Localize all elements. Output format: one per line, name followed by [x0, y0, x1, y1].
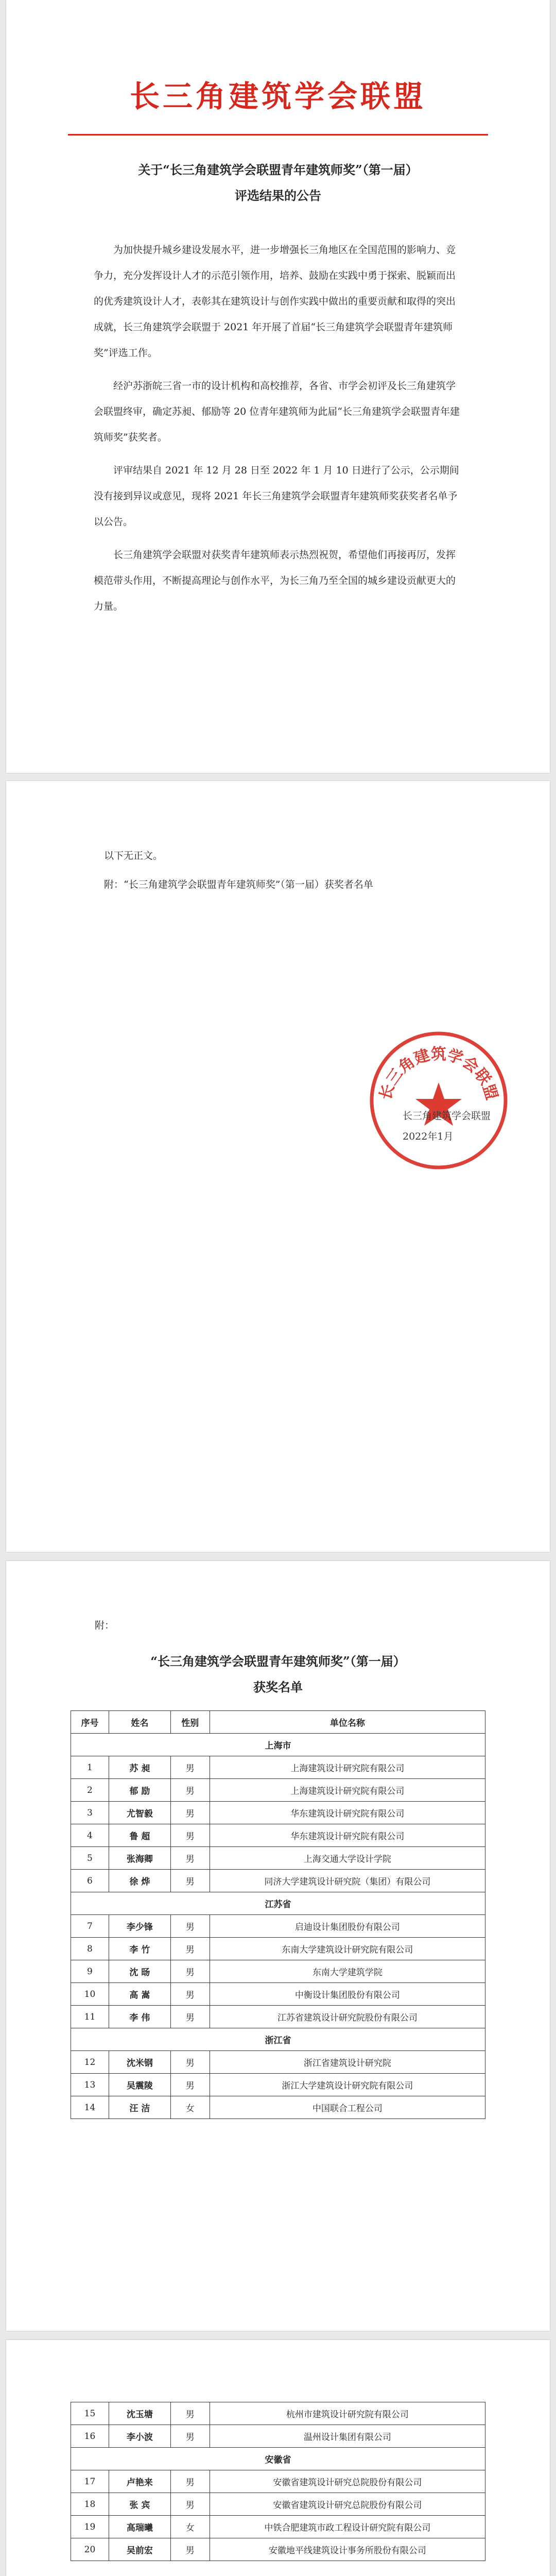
cell-unit: 中衡设计集团股份有限公司 — [210, 1983, 485, 2006]
region-row — [71, 1892, 485, 1915]
cell-gender: 男 — [170, 2074, 210, 2096]
signature-date: 2022年1月 — [403, 1131, 454, 1142]
cell-name: 李小波 — [109, 2425, 170, 2448]
cell-unit: 同济大学建筑设计研究院（集团）有限公司 — [210, 1870, 485, 1892]
cell-gender: 女 — [170, 2096, 210, 2119]
cell-no: 12 — [71, 2051, 109, 2074]
cell-no: 2 — [71, 1779, 109, 1802]
table-row — [71, 1983, 485, 2006]
cell-gender: 男 — [170, 2493, 210, 2516]
signature-org: 长三角建筑学会联盟 — [403, 1110, 491, 1122]
cell-name: 苏 昶 — [109, 1756, 170, 1779]
header-no: 序号 — [71, 1711, 109, 1734]
cell-gender: 男 — [170, 1915, 210, 1938]
cell-unit: 杭州市建筑设计研究院有限公司 — [210, 2402, 485, 2425]
cell-unit: 上海交通大学设计学院 — [210, 1847, 485, 1870]
table-header-row — [71, 1711, 485, 1734]
cell-name: 沈玉塘 — [109, 2402, 170, 2425]
table-row — [71, 1870, 485, 1892]
notice-paragraph: 经沪苏浙皖三省一市的设计机构和高校推荐，各省、市学会初评及长三角建筑学会联盟终审，确定苏昶、郁励等 20 位青年建筑师为此届“长三角建筑学会联盟青年建筑师奖”获奖者。 — [94, 380, 460, 443]
cell-unit: 上海建筑设计研究院有限公司 — [210, 1756, 485, 1779]
cell-no: 1 — [71, 1756, 109, 1779]
cell-name: 张海卿 — [109, 1847, 170, 1870]
table-row — [71, 2538, 485, 2561]
cell-no: 20 — [71, 2538, 109, 2561]
annex-label: 附： — [95, 1620, 115, 1631]
cell-no: 5 — [71, 1847, 109, 1870]
cell-unit: 温州设计集团有限公司 — [210, 2425, 485, 2448]
cell-name: 李 竹 — [109, 1938, 170, 1960]
cell-name: 张 宾 — [109, 2493, 170, 2516]
table-row — [71, 2402, 485, 2425]
cell-gender: 男 — [170, 1756, 210, 1779]
award-list-title-line-1: “长三角建筑学会联盟青年建筑师奖”（第一届） — [150, 1654, 406, 1669]
document-page-2 — [6, 781, 550, 1552]
cell-gender: 男 — [170, 2425, 210, 2448]
cell-unit: 江苏省建筑设计研究院股份有限公司 — [210, 2006, 485, 2028]
cell-gender: 男 — [170, 1847, 210, 1870]
letterhead-title: 长三角建筑学会联盟 — [129, 79, 426, 114]
table-row — [71, 1915, 485, 1938]
cell-gender: 男 — [170, 2006, 210, 2028]
cell-unit: 中铁合肥建筑市政工程设计研究院有限公司 — [210, 2516, 485, 2538]
notice-body — [94, 237, 462, 626]
cell-unit: 安徽省建筑设计研究总院股份有限公司 — [210, 2470, 485, 2493]
cell-gender: 男 — [170, 2538, 210, 2561]
cell-no: 13 — [71, 2074, 109, 2096]
notice-paragraph: 为加快提升城乡建设发展水平，进一步增强长三角地区在全国范围的影响力、竞争力，充分发挥设计人才的示范引领作用，培养、鼓励在实践中勇于探索、脱颖而出的优秀建筑设计人才，表彰其在建筑设计与创作实践中做出的重要贡献和取得的突出成就，长三角建筑学会联盟于 2021 年开展了首届“长三角建筑学会联盟青年建筑师奖”评选工作。 — [94, 244, 456, 359]
document-page-4 — [6, 2340, 550, 2576]
document-page-3 — [6, 1561, 550, 2331]
table-row — [71, 2516, 485, 2538]
signature-block — [403, 1106, 491, 1147]
region-label: 江苏省 — [71, 1892, 485, 1915]
region-label: 浙江省 — [71, 2028, 485, 2051]
cell-unit: 东南大学建筑学院 — [210, 1960, 485, 1983]
cell-gender: 男 — [170, 1960, 210, 1983]
letterhead-divider — [68, 134, 488, 135]
cell-name: 高 嵩 — [109, 1983, 170, 2006]
cell-name: 高瑞曦 — [109, 2516, 170, 2538]
document-page-1 — [6, 0, 550, 773]
cell-no: 6 — [71, 1870, 109, 1892]
table-row — [71, 2074, 485, 2096]
table-row — [71, 1847, 485, 1870]
cell-no: 3 — [71, 1802, 109, 1824]
cell-no: 8 — [71, 1938, 109, 1960]
region-row — [71, 2448, 485, 2470]
cell-gender: 男 — [170, 2402, 210, 2425]
table-row — [71, 2096, 485, 2119]
award-list-title — [83, 1649, 473, 1700]
region-row — [71, 1734, 485, 1756]
cell-unit: 华东建筑设计研究院有限公司 — [210, 1824, 485, 1847]
cell-gender: 男 — [170, 2051, 210, 2074]
end-of-text-note: 以下无正文。 — [104, 850, 163, 861]
cell-name: 李少锋 — [109, 1915, 170, 1938]
cell-unit: 上海建筑设计研究院有限公司 — [210, 1779, 485, 1802]
cell-gender: 男 — [170, 1938, 210, 1960]
cell-name: 汪 洁 — [109, 2096, 170, 2119]
cell-name: 鲁 超 — [109, 1824, 170, 1847]
attachment-note: 附：“长三角建筑学会联盟青年建筑师奖”（第一届）获奖者名单 — [104, 879, 373, 890]
table-row — [71, 1779, 485, 1802]
cell-gender: 男 — [170, 1824, 210, 1847]
region-row — [71, 2028, 485, 2051]
cell-unit: 华东建筑设计研究院有限公司 — [210, 1802, 485, 1824]
notice-paragraph: 评审结果自 2021 年 12 月 28 日至 2022 年 1 月 10 日进行了公示，公示期间没有接到异议或意见，现将 2021 年长三角建筑学会联盟青年建筑师奖获奖者名单予以公告。 — [94, 465, 459, 528]
table-row — [71, 2051, 485, 2074]
cell-gender: 男 — [170, 1802, 210, 1824]
cell-unit: 启迪设计集团股份有限公司 — [210, 1915, 485, 1938]
region-label: 安徽省 — [71, 2448, 485, 2470]
cell-unit: 浙江省建筑设计研究院 — [210, 2051, 485, 2074]
cell-name: 郁 励 — [109, 1779, 170, 1802]
table-row — [71, 2470, 485, 2493]
cell-unit: 浙江大学建筑设计研究院有限公司 — [210, 2074, 485, 2096]
closing-section — [104, 843, 478, 901]
svg-text:长三角建筑学会联盟: 长三角建筑学会联盟 — [376, 1045, 501, 1103]
cell-no: 14 — [71, 2096, 109, 2119]
region-label: 上海市 — [71, 1734, 485, 1756]
cell-no: 17 — [71, 2470, 109, 2493]
cell-no: 7 — [71, 1915, 109, 1938]
cell-no: 19 — [71, 2516, 109, 2538]
cell-gender: 男 — [170, 2470, 210, 2493]
table-row — [71, 1802, 485, 1824]
cell-no: 11 — [71, 2006, 109, 2028]
cell-gender: 男 — [170, 1870, 210, 1892]
notice-title — [58, 157, 498, 209]
cell-gender: 女 — [170, 2516, 210, 2538]
cell-gender: 男 — [170, 1779, 210, 1802]
table-row — [71, 1938, 485, 1960]
table-row — [71, 2425, 485, 2448]
cell-no: 15 — [71, 2402, 109, 2425]
table-row — [71, 1960, 485, 1983]
cell-name: 沈米钢 — [109, 2051, 170, 2074]
cell-unit: 东南大学建筑设计研究院有限公司 — [210, 1938, 485, 1960]
notice-paragraph: 长三角建筑学会联盟对获奖青年建筑师表示热烈祝贺，希望他们再接再厉，发挥模范带头作用，不断提高理论与创作水平，为长三角乃至全国的城乡建设贡献更大的力量。 — [94, 549, 456, 612]
cell-no: 18 — [71, 2493, 109, 2516]
cell-name: 吴前宏 — [109, 2538, 170, 2561]
cell-name: 尤智毅 — [109, 1802, 170, 1824]
cell-no: 10 — [71, 1983, 109, 2006]
cell-unit: 安徽地平线建筑设计事务所股份有限公司 — [210, 2538, 485, 2561]
cell-gender: 男 — [170, 1983, 210, 2006]
table-row — [71, 2493, 485, 2516]
cell-unit: 安徽省建筑设计研究总院股份有限公司 — [210, 2493, 485, 2516]
header-name: 姓名 — [109, 1711, 170, 1734]
cell-name: 沈 旸 — [109, 1960, 170, 1983]
header-gender: 性别 — [170, 1711, 210, 1734]
table-row — [71, 1824, 485, 1847]
cell-unit: 中国联合工程公司 — [210, 2096, 485, 2119]
cell-name: 徐 烨 — [109, 1870, 170, 1892]
award-table-continued — [71, 2402, 485, 2561]
notice-title-line-1: 关于“长三角建筑学会联盟青年建筑师奖”（第一届） — [138, 162, 418, 177]
official-seal-icon — [361, 1023, 516, 1178]
table-row — [71, 2006, 485, 2028]
table-row — [71, 1756, 485, 1779]
cell-no: 9 — [71, 1960, 109, 1983]
award-table — [71, 1710, 485, 2119]
cell-name: 卢艳来 — [109, 2470, 170, 2493]
award-list-title-line-2: 获奖名单 — [253, 1680, 303, 1694]
notice-title-line-2: 评选结果的公告 — [235, 188, 321, 203]
cell-no: 4 — [71, 1824, 109, 1847]
cell-name: 李 伟 — [109, 2006, 170, 2028]
header-unit: 单位名称 — [210, 1711, 485, 1734]
cell-name: 吴震陵 — [109, 2074, 170, 2096]
cell-no: 16 — [71, 2425, 109, 2448]
